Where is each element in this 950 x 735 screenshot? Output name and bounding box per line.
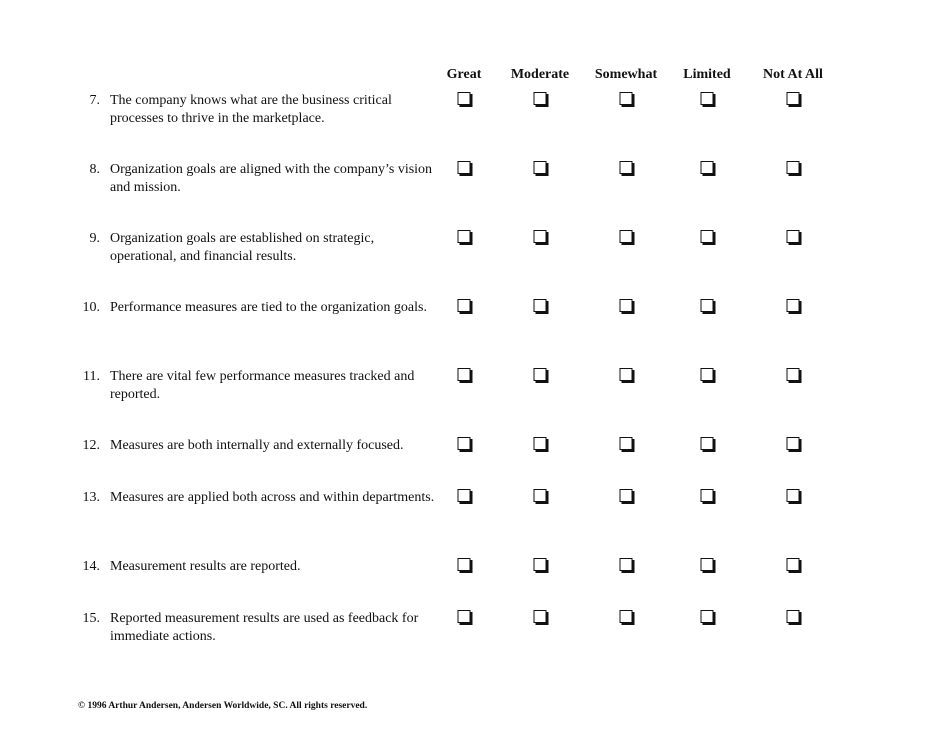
checkbox-limited[interactable] <box>701 437 714 450</box>
checkbox-limited[interactable] <box>701 558 714 571</box>
checkbox-limited[interactable] <box>701 230 714 243</box>
checkbox-somewhat[interactable] <box>620 230 633 243</box>
question-row <box>0 92 950 132</box>
checkbox-somewhat[interactable] <box>620 610 633 623</box>
question-row <box>0 299 950 339</box>
checkbox-moderate[interactable] <box>534 610 547 623</box>
checkbox-not-at-all[interactable] <box>787 368 800 381</box>
checkbox-not-at-all[interactable] <box>787 161 800 174</box>
checkbox-moderate[interactable] <box>534 299 547 312</box>
checkbox-somewhat[interactable] <box>620 92 633 105</box>
question-text: Measures are both internally and externally focused. <box>110 438 404 453</box>
question-text: Organization goals are aligned with the company’s vision and mission. <box>110 162 433 195</box>
question-number: 11. <box>83 369 100 384</box>
checkbox-somewhat[interactable] <box>620 558 633 571</box>
checkbox-limited[interactable] <box>701 299 714 312</box>
checkbox-somewhat[interactable] <box>620 161 633 174</box>
checkbox-moderate[interactable] <box>534 161 547 174</box>
checkbox-moderate[interactable] <box>534 437 547 450</box>
rating-scale-header <box>0 67 950 85</box>
column-header-not-at-all: Not At All <box>763 67 823 82</box>
checkbox-limited[interactable] <box>701 610 714 623</box>
checkbox-limited[interactable] <box>701 489 714 502</box>
question-text: Measurement results are reported. <box>110 559 301 574</box>
question-text: Reported measurement results are used as feedback for immediate actions. <box>110 611 419 644</box>
question-text: Measures are applied both across and within departments. <box>110 490 435 505</box>
column-header-great: Great <box>446 67 482 82</box>
question-number: 15. <box>82 611 100 626</box>
question-row <box>0 558 950 598</box>
question-row <box>0 610 950 650</box>
checkbox-great[interactable] <box>458 230 471 243</box>
question-number: 8. <box>89 162 100 177</box>
question-number: 9. <box>89 231 100 246</box>
checkbox-moderate[interactable] <box>534 558 547 571</box>
checkbox-not-at-all[interactable] <box>787 610 800 623</box>
checkbox-great[interactable] <box>458 368 471 381</box>
question-number: 14. <box>82 559 100 574</box>
checkbox-great[interactable] <box>458 489 471 502</box>
checkbox-not-at-all[interactable] <box>787 437 800 450</box>
question-row <box>0 489 950 529</box>
checkbox-great[interactable] <box>458 558 471 571</box>
checkbox-somewhat[interactable] <box>620 437 633 450</box>
column-header-moderate: Moderate <box>510 67 570 82</box>
copyright-footer: © 1996 Arthur Andersen, Andersen Worldwide, SC. All rights reserved. <box>78 701 368 711</box>
checkbox-limited[interactable] <box>701 92 714 105</box>
checkbox-not-at-all[interactable] <box>787 489 800 502</box>
checkbox-great[interactable] <box>458 299 471 312</box>
checkbox-limited[interactable] <box>701 161 714 174</box>
question-text: Organization goals are established on strategic, operational, and financial results. <box>110 231 375 264</box>
checkbox-limited[interactable] <box>701 368 714 381</box>
checkbox-moderate[interactable] <box>534 489 547 502</box>
question-text: The company knows what are the business critical processes to thrive in the marketplace. <box>110 93 392 126</box>
question-number: 12. <box>82 438 100 453</box>
checkbox-not-at-all[interactable] <box>787 299 800 312</box>
question-row <box>0 161 950 201</box>
checkbox-great[interactable] <box>458 437 471 450</box>
question-number: 7. <box>89 93 100 108</box>
checkbox-moderate[interactable] <box>534 92 547 105</box>
checkbox-not-at-all[interactable] <box>787 230 800 243</box>
question-row <box>0 230 950 270</box>
checkbox-somewhat[interactable] <box>620 368 633 381</box>
checkbox-somewhat[interactable] <box>620 299 633 312</box>
question-row <box>0 368 950 408</box>
column-header-somewhat: Somewhat <box>594 67 658 82</box>
checkbox-moderate[interactable] <box>534 368 547 381</box>
question-number: 10. <box>82 300 100 315</box>
question-text: Performance measures are tied to the organization goals. <box>110 300 427 315</box>
checkbox-moderate[interactable] <box>534 230 547 243</box>
question-text: There are vital few performance measures tracked and reported. <box>110 369 415 402</box>
checkbox-great[interactable] <box>458 92 471 105</box>
checkbox-not-at-all[interactable] <box>787 558 800 571</box>
question-row <box>0 437 950 477</box>
question-number: 13. <box>82 490 100 505</box>
column-header-limited: Limited <box>683 67 731 82</box>
checkbox-somewhat[interactable] <box>620 489 633 502</box>
checkbox-not-at-all[interactable] <box>787 92 800 105</box>
checkbox-great[interactable] <box>458 610 471 623</box>
checkbox-great[interactable] <box>458 161 471 174</box>
